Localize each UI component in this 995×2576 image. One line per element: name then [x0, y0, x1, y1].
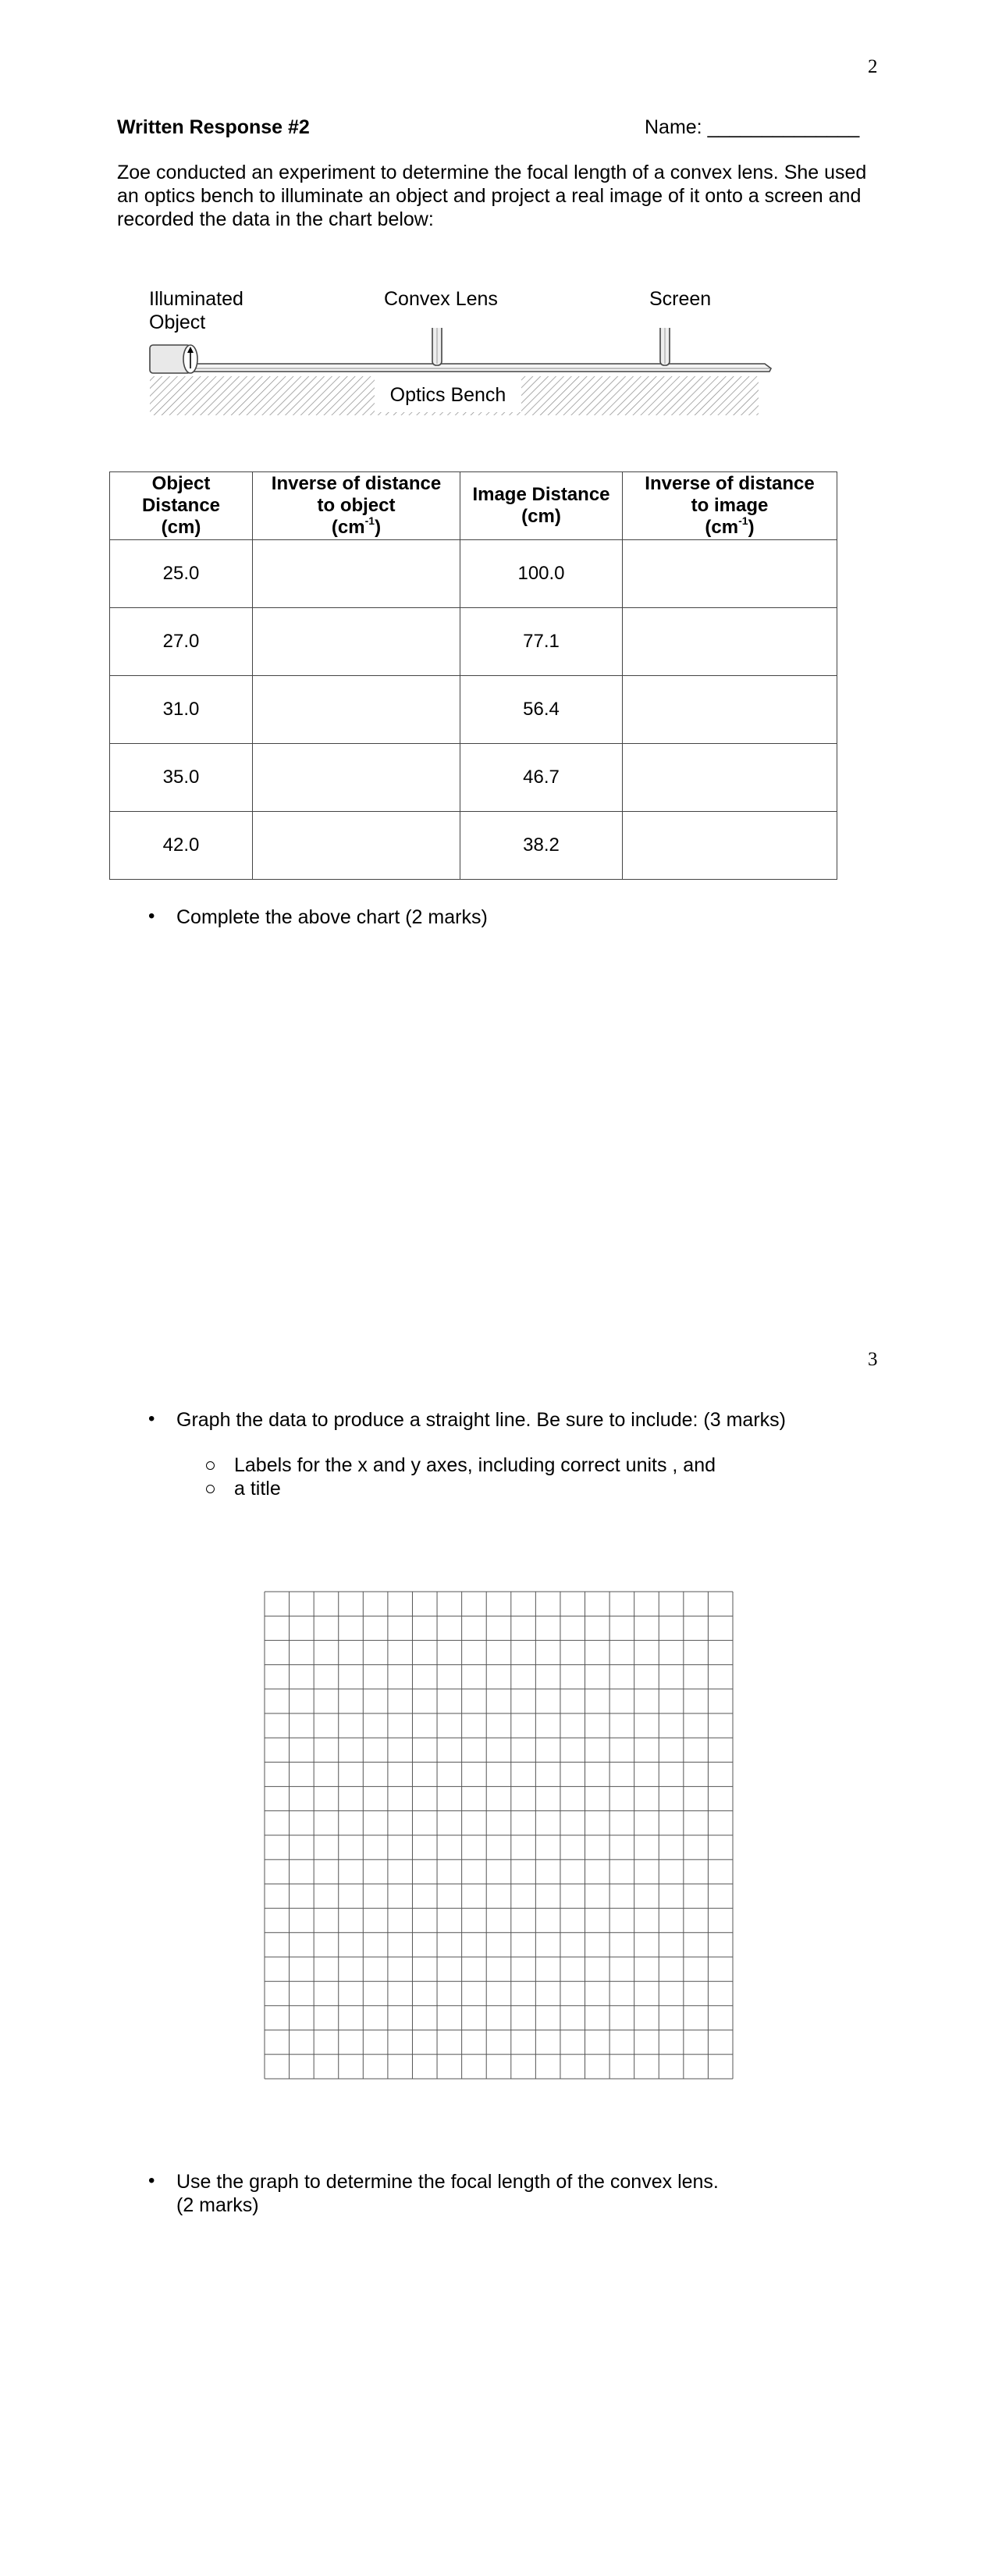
illuminated-object-label: Illuminated Object [149, 288, 243, 333]
table-header-row [110, 472, 837, 540]
intro-line-1: Zoe conducted an experiment to determine the focal length of a convex lens. She used [117, 162, 867, 183]
inverse-object-cell[interactable] [253, 744, 460, 812]
sub-bullet-title: a title [234, 1478, 281, 1500]
intro-line-2: an optics bench to illuminate an object and project a real image of it onto a screen and [117, 185, 862, 207]
image-distance-cell: 77.1 [460, 608, 623, 676]
illuminated-object [150, 345, 197, 373]
optics-bench-label: Optics Bench [389, 384, 506, 406]
convex-lens-label: Convex Lens [384, 288, 498, 310]
header-image-distance: Image Distance (cm) [460, 472, 623, 540]
bullet-icon: • [148, 2170, 155, 2191]
page-number-3: 3 [868, 1349, 878, 1370]
table-row [110, 676, 837, 744]
bullet-complete-chart: Complete the above chart (2 marks) [176, 906, 488, 928]
optics-bench-diagram [140, 328, 780, 422]
page-number-2: 2 [868, 56, 878, 77]
header-inverse-image: Inverse of distance to image $(cm^{-1})$ [623, 472, 837, 540]
bullet-focal-length: Use the graph to determine the focal length of the convex lens. (2 marks) [176, 2171, 719, 2216]
table-row [110, 608, 837, 676]
intro-line-3: recorded the data in the chart below: [117, 208, 434, 230]
table-row [110, 744, 837, 812]
graph-paper-grid[interactable] [263, 1590, 734, 2080]
inverse-object-cell[interactable] [253, 812, 460, 880]
object-distance-cell: 25.0 [110, 540, 253, 608]
inverse-object-cell[interactable] [253, 608, 460, 676]
data-table [109, 471, 837, 880]
inverse-image-cell[interactable] [623, 812, 837, 880]
sub-bullet-icon [206, 1485, 215, 1493]
sub-bullet-axis-labels: Labels for the x and y axes, including correct units , and [234, 1454, 716, 1476]
header-inverse-object: Inverse of distance to object $(cm^{-1})$ [253, 472, 460, 540]
section-heading: Written Response #2 [117, 116, 310, 138]
name-field-label: Name: ______________ [645, 116, 860, 138]
image-distance-cell: 38.2 [460, 812, 623, 880]
inverse-image-cell[interactable] [623, 744, 837, 812]
bullet-icon: • [148, 906, 155, 927]
image-distance-cell: 56.4 [460, 676, 623, 744]
image-distance-cell: 100.0 [460, 540, 623, 608]
sub-bullet-icon [206, 1461, 215, 1470]
object-distance-cell: 42.0 [110, 812, 253, 880]
table-row [110, 812, 837, 880]
object-distance-cell: 31.0 [110, 676, 253, 744]
screen-label: Screen [649, 288, 712, 310]
inverse-image-cell[interactable] [623, 540, 837, 608]
bullet-icon: • [148, 1408, 155, 1429]
object-distance-cell: 35.0 [110, 744, 253, 812]
object-distance-cell: 27.0 [110, 608, 253, 676]
inverse-image-cell[interactable] [623, 608, 837, 676]
bench-rail [184, 364, 771, 372]
inverse-image-cell[interactable] [623, 676, 837, 744]
table-row [110, 540, 837, 608]
convex-lens [432, 328, 442, 365]
header-object-distance: Object Distance (cm) [110, 472, 253, 540]
inverse-object-cell[interactable] [253, 540, 460, 608]
inverse-object-cell[interactable] [253, 676, 460, 744]
bullet-graph-instructions: Graph the data to produce a straight line. Be sure to include: (3 marks) [176, 1409, 786, 1431]
image-distance-cell: 46.7 [460, 744, 623, 812]
screen [660, 328, 670, 365]
